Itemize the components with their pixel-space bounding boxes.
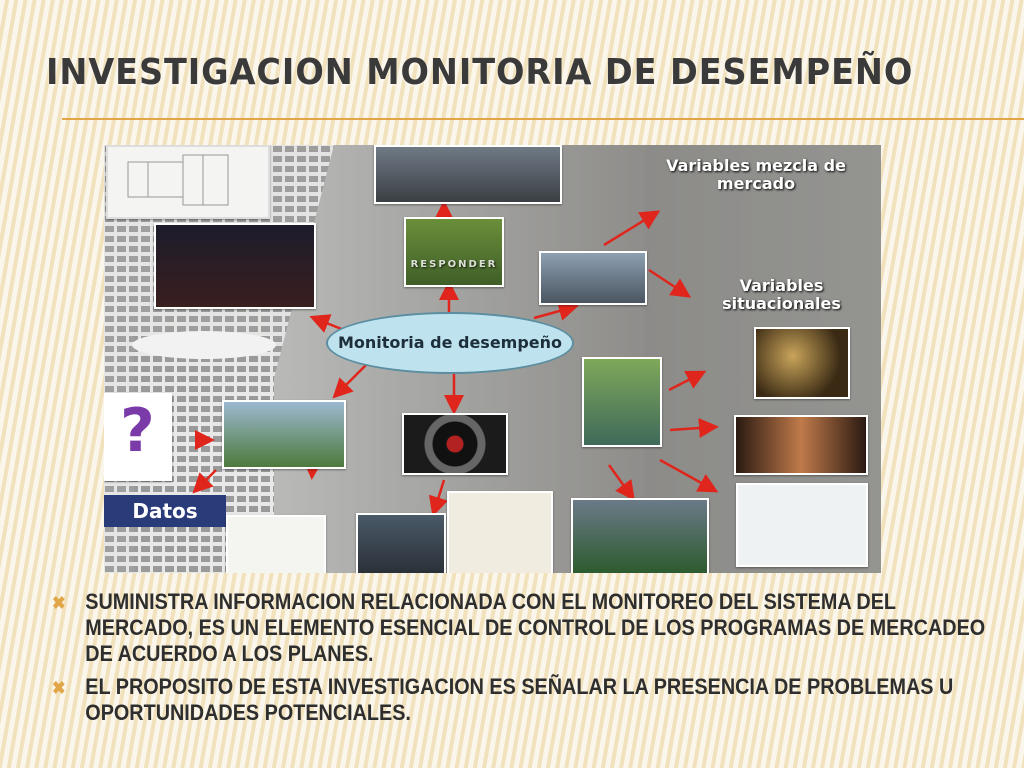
bullet-list	[52, 589, 986, 733]
responder-watermark: RESPONDER	[410, 259, 498, 270]
software-dashboard-photo	[154, 223, 316, 309]
fountain-photo	[222, 400, 346, 469]
diagram-image	[104, 145, 881, 573]
bullet-text: SUMINISTRA INFORMACION RELACIONADA CON EL MONITOREO DEL SISTEMA DEL MERCADO, ES UN ELEMENTO ESENCIAL DE CONTROL DE LOS PROGRAMAS DE MERCADEO DE ACUERDO A LOS PLANES.	[85, 589, 986, 666]
responder-photo	[404, 217, 504, 287]
marketing-mix-label: Variables mezcla de mercado	[666, 156, 846, 194]
center-node-label: Monitoria de desempeño	[337, 333, 563, 353]
title-divider	[62, 118, 1024, 120]
camera-lens-photo	[402, 413, 508, 475]
situational-variables-label: Variables situacionales	[722, 276, 841, 314]
pageant-photo	[582, 357, 662, 447]
hands-photo	[734, 415, 868, 475]
datos-label: Datos	[104, 495, 226, 527]
evolution-text-photo	[447, 491, 553, 573]
bullet-item	[52, 589, 985, 667]
protest-photo	[374, 145, 562, 204]
x-bullet-icon: ✖	[52, 678, 66, 698]
cartoon-office-photo	[736, 483, 868, 567]
detective-cartoon-photo	[226, 515, 326, 573]
x-bullet-icon: ✖	[52, 593, 66, 613]
monitoring-room-photo	[539, 251, 647, 305]
center-node	[326, 312, 574, 374]
runners-photo	[571, 498, 709, 573]
puzzle-question-photo: ?	[104, 393, 172, 481]
office-worker-photo	[356, 513, 446, 573]
bullet-item	[52, 674, 985, 726]
floor-plan-photo	[106, 145, 270, 219]
bullet-text: EL PROPOSITO DE ESTA INVESTIGACION ES SEÑALAR LA PRESENCIA DE PROBLEMAS U OPORTUNIDADES POTENCIALES.	[85, 674, 954, 725]
coins-hand-photo	[754, 327, 850, 399]
slide-title: INVESTIGACION MONITORIA DE DESEMPEÑO	[46, 52, 914, 93]
